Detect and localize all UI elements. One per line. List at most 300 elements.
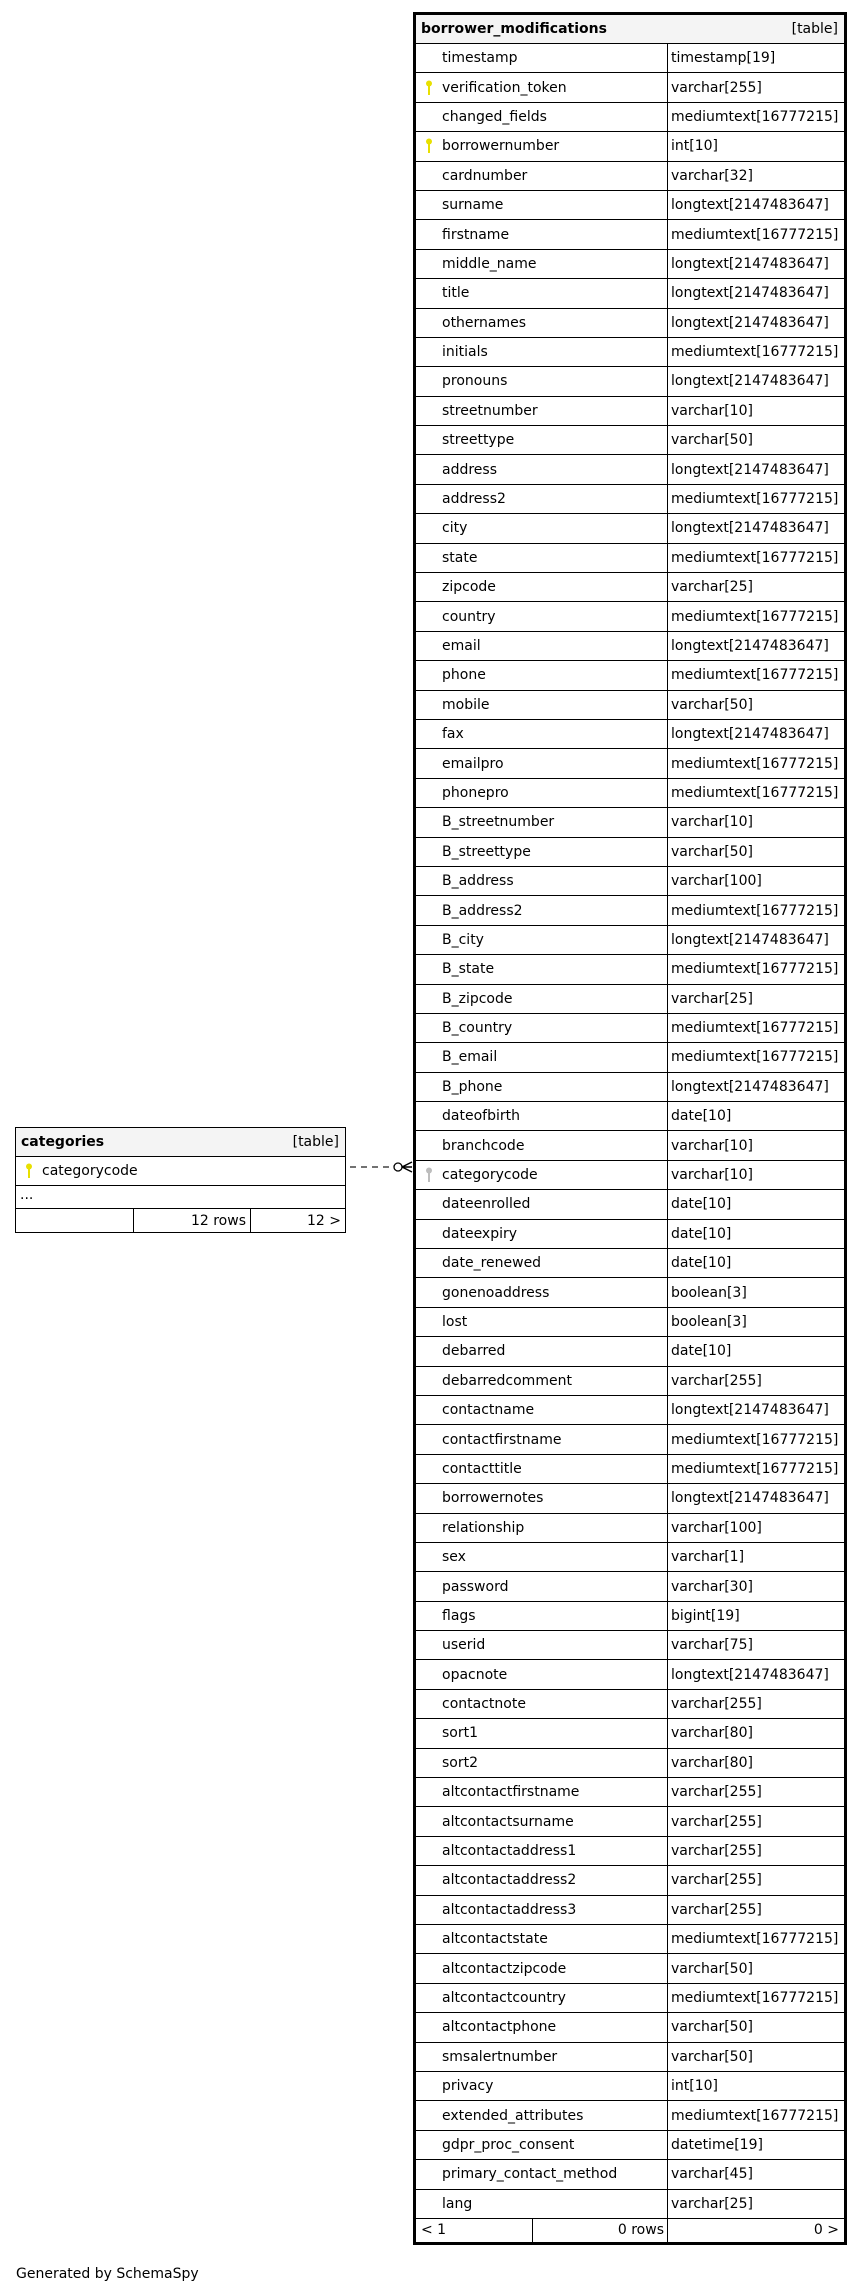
column-row [416,926,844,955]
column-type: longtext[2147483647] [671,638,829,654]
column-name: altcontactphone [442,2019,557,2036]
column-name-cell [416,73,668,101]
column-row [416,2160,844,2189]
column-row [416,103,844,132]
column-row [416,1396,844,1425]
column-name: streetnumber [442,402,538,419]
column-name: phonepro [442,784,509,801]
column-row [416,426,844,455]
column-name-cell [416,808,668,836]
column-name: mobile [442,696,490,713]
column-name: debarredcomment [442,1372,572,1389]
column-name: lost [442,1313,468,1330]
table-name[interactable]: borrower_modifications [421,21,607,37]
column-type: date[10] [671,1108,732,1125]
column-name: address [442,461,498,478]
column-name: sort2 [442,1754,479,1771]
column-name-cell [416,1484,668,1512]
column-name-cell [416,1778,668,1806]
column-type: date[10] [671,1196,732,1213]
column-name-cell [416,1425,668,1453]
column-type: varchar[10] [671,402,753,419]
column-type: varchar[255] [671,79,762,96]
column-type: mediumtext[16777215] [671,1431,839,1448]
column-name-cell [416,2013,668,2041]
column-name-cell [416,1367,668,1395]
column-name: phone [442,667,486,684]
column-type: varchar[25] [671,990,753,1007]
column-type: varchar[75] [671,1637,753,1654]
column-row [416,397,844,426]
table-footer [16,1209,345,1232]
column-name: B_phone [442,1078,503,1095]
column-type: varchar[50] [671,2019,753,2036]
column-name-cell [416,1896,668,1924]
column-name-cell [416,132,668,160]
children-count: 12 > [307,1212,341,1229]
column-row [416,1161,844,1190]
column-row [416,162,844,191]
column-row [416,2072,844,2101]
column-type: longtext[2147483647] [671,1402,829,1419]
column-name-cell [416,1131,668,1159]
column-name: extended_attributes [442,2107,584,2124]
column-row [416,808,844,837]
column-name: categorycode [442,1167,538,1184]
column-type: varchar[255] [671,1813,762,1830]
column-row [416,1954,844,1983]
column-row [416,2131,844,2160]
column-row [416,1778,844,1807]
column-name-cell [416,2131,668,2159]
column-type: longtext[2147483647] [671,1666,829,1683]
column-name: altcontactaddress2 [442,1872,577,1889]
column-name-cell [416,1249,668,1277]
column-row [416,1690,844,1719]
column-type: mediumtext[16777215] [671,1049,839,1066]
column-name: flags [442,1607,476,1624]
column-type: longtext[2147483647] [671,373,829,390]
column-name-cell [416,1572,668,1600]
column-name-cell [416,2190,668,2218]
column-row [416,1014,844,1043]
column-row [416,779,844,808]
column-name-cell [416,2043,668,2071]
column-name: contactnote [442,1696,526,1713]
column-name-cell [416,632,668,660]
column-name: dateexpiry [442,1225,518,1242]
column-row [416,1043,844,1072]
column-name-cell [416,485,668,513]
row-count: 0 rows [533,2219,668,2242]
column-row [416,2190,844,2219]
column-name-cell [416,1014,668,1042]
column-row [416,1131,844,1160]
table-header [16,1128,345,1157]
column-row [416,1190,844,1219]
column-row [416,896,844,925]
column-row [416,1249,844,1278]
column-row [416,1278,844,1307]
column-name: gdpr_proc_consent [442,2136,575,2153]
column-name-cell [416,426,668,454]
column-name: borrowernumber [442,138,560,155]
column-name: B_zipcode [442,990,513,1007]
column-name-cell [416,103,668,131]
column-name: gonenoaddress [442,1284,550,1301]
column-name: B_address [442,873,514,890]
column-row [416,749,844,778]
column-name-cell [416,720,668,748]
column-name: B_streettype [442,843,531,860]
table-header [416,15,844,44]
column-type: mediumtext[16777215] [671,1989,839,2006]
column-type: date[10] [671,1255,732,1272]
column-name: emailpro [442,755,504,772]
column-type: mediumtext[16777215] [671,784,839,801]
column-row [416,1543,844,1572]
column-row [416,514,844,543]
column-name: lang [442,2195,473,2212]
column-name-cell [416,397,668,425]
column-name-cell [416,220,668,248]
column-name: password [442,1578,509,1595]
column-type: varchar[255] [671,1901,762,1918]
column-name-cell [416,1719,668,1747]
column-row [416,1572,844,1601]
optional-circle-icon [394,1163,402,1171]
column-type: varchar[25] [671,2195,753,2212]
column-type: mediumtext[16777215] [671,226,839,243]
column-row [416,455,844,484]
column-name-cell [416,573,668,601]
table-kind: [table] [791,21,838,37]
column-name-cell [416,1925,668,1953]
column-name-cell [416,2101,668,2129]
column-row [416,573,844,602]
column-type: mediumtext[16777215] [671,1931,839,1948]
column-type: datetime[19] [671,2136,763,2153]
column-name-cell [416,985,668,1013]
column-name-cell [416,1543,668,1571]
primary-key-icon [16,1163,42,1179]
table-kind: [table] [292,1134,339,1150]
column-row [416,632,844,661]
column-name: sex [442,1549,466,1566]
column-row [416,485,844,514]
column-row [416,985,844,1014]
column-type: boolean[3] [671,1313,747,1330]
column-row [416,1602,844,1631]
column-row [416,1073,844,1102]
column-name-cell [416,1102,668,1130]
column-row [416,220,844,249]
column-row [416,1749,844,1778]
column-type: longtext[2147483647] [671,314,829,331]
column-row [416,1866,844,1895]
column-type: varchar[255] [671,1696,762,1713]
column-row [416,1455,844,1484]
column-name: smsalertnumber [442,2048,558,2065]
column-name-cell [416,926,668,954]
column-name: primary_contact_method [442,2166,618,2183]
column-name: branchcode [442,1137,525,1154]
column-name: timestamp [442,50,518,67]
column-type: varchar[30] [671,1578,753,1595]
column-type: varchar[50] [671,432,753,449]
column-row [416,1425,844,1454]
column-row [416,132,844,161]
column-name: dateenrolled [442,1196,531,1213]
column-name: altcontactstate [442,1931,548,1948]
children-count: 0 > [813,2222,839,2239]
column-name-cell [416,2160,668,2188]
column-type: varchar[50] [671,843,753,860]
column-name-cell [416,1807,668,1835]
column-name-cell [416,1660,668,1688]
primary-key-icon [416,138,442,154]
column-name-cell [416,1455,668,1483]
column-type: varchar[255] [671,1372,762,1389]
column-type: longtext[2147483647] [671,197,829,214]
categories-table[interactable] [15,1127,346,1233]
column-name-cell [416,1220,668,1248]
column-name-cell [416,367,668,395]
column-type: longtext[2147483647] [671,1490,829,1507]
column-row [416,1719,844,1748]
column-name: dateofbirth [442,1108,520,1125]
column-type: mediumtext[16777215] [671,667,839,684]
column-name: B_city [442,931,484,948]
column-type: varchar[50] [671,696,753,713]
column-row [416,1337,844,1366]
column-row [416,191,844,220]
column-type: int[10] [671,138,718,155]
column-type: longtext[2147483647] [671,255,829,272]
column-name-cell [416,1337,668,1365]
column-name: pronouns [442,373,508,390]
column-name: changed_fields [442,108,547,125]
column-name-cell [416,896,668,924]
column-row [416,2043,844,2072]
column-row [416,1514,844,1543]
column-row [416,544,844,573]
column-name-cell [416,544,668,572]
column-name: fax [442,726,464,743]
column-name: B_streetnumber [442,814,555,831]
column-type: mediumtext[16777215] [671,961,839,978]
column-name: title [442,285,470,302]
column-type: varchar[25] [671,579,753,596]
column-row [416,691,844,720]
column-name-cell [416,1954,668,1982]
column-row [416,1984,844,2013]
column-type: date[10] [671,1343,732,1360]
column-name: address2 [442,491,506,508]
column-row [416,250,844,279]
column-name: surname [442,197,504,214]
column-type: int[10] [671,2078,718,2095]
column-type: date[10] [671,1225,732,1242]
column-name: cardnumber [442,167,528,184]
column-name-cell [416,191,668,219]
column-name-cell [416,309,668,337]
primary-key-icon [416,80,442,96]
column-type: longtext[2147483647] [671,461,829,478]
column-row [416,1102,844,1131]
column-type: mediumtext[16777215] [671,902,839,919]
column-row [416,1308,844,1337]
column-row [416,2013,844,2042]
column-name: city [442,520,468,537]
column-name-cell [416,44,668,72]
column-name-cell [416,1278,668,1306]
column-type: mediumtext[16777215] [671,608,839,625]
column-row [416,1807,844,1836]
column-name: streettype [442,432,515,449]
column-name: opacnote [442,1666,508,1683]
column-type: varchar[10] [671,814,753,831]
column-row [416,720,844,749]
column-type: longtext[2147483647] [671,285,829,302]
column-name-cell [416,514,668,542]
column-type: varchar[10] [671,1137,753,1154]
foreign-key-icon [416,1167,442,1183]
parents-count: < 1 [416,2219,533,2242]
column-name: B_state [442,961,495,978]
column-type: varchar[100] [671,1519,762,1536]
column-type: mediumtext[16777215] [671,755,839,772]
column-type: longtext[2147483647] [671,1078,829,1095]
column-type: boolean[3] [671,1284,747,1301]
column-type: mediumtext[16777215] [671,1460,839,1477]
column-name-cell [416,1690,668,1718]
column-type: varchar[255] [671,1843,762,1860]
column-name-cell [416,1837,668,1865]
column-row [416,1631,844,1660]
column-name: B_email [442,1049,498,1066]
column-row [416,309,844,338]
column-row [416,1220,844,1249]
generated-by-label: Generated by SchemaSpy [16,2266,199,2282]
column-name-cell [416,1631,668,1659]
column-type: varchar[255] [671,1872,762,1889]
column-name-cell [416,1514,668,1542]
column-name: altcontactcountry [442,1989,566,2006]
column-name: initials [442,344,488,361]
column-type: mediumtext[16777215] [671,1020,839,1037]
column-name: privacy [442,2078,494,2095]
column-name-cell [416,602,668,630]
column-name: othernames [442,314,527,331]
column-row [416,1925,844,1954]
column-type: varchar[80] [671,1725,753,1742]
column-row [416,661,844,690]
column-type: varchar[50] [671,2048,753,2065]
column-row [416,867,844,896]
column-name-cell [416,1308,668,1336]
column-name: verification_token [442,79,567,96]
column-name-cell [416,955,668,983]
column-type: varchar[50] [671,1960,753,1977]
column-name-cell [416,2072,668,2100]
column-name: country [442,608,496,625]
column-name: state [442,549,478,566]
column-row [416,2101,844,2130]
column-name-cell [416,1073,668,1101]
column-name: relationship [442,1519,525,1536]
relationship-connector [346,1160,416,1174]
column-name-cell [416,279,668,307]
column-name: contactfirstname [442,1431,562,1448]
column-name: zipcode [442,579,496,596]
column-name: email [442,638,481,654]
column-name: middle_name [442,255,537,272]
column-type: varchar[45] [671,2166,753,2183]
column-type: mediumtext[16777215] [671,549,839,566]
column-name: contacttitle [442,1460,522,1477]
more-columns-ellipsis: ... [16,1186,345,1209]
column-name: altcontactaddress1 [442,1843,577,1860]
row-count: 12 rows [134,1209,251,1232]
column-name-cell [416,250,668,278]
column-type: longtext[2147483647] [671,726,829,743]
column-name: altcontactaddress3 [442,1901,577,1918]
table-footer [416,2219,844,2242]
column-name: userid [442,1637,486,1654]
column-row [416,73,844,102]
column-name-cell [416,1749,668,1777]
column-row [416,338,844,367]
borrower-modifications-table[interactable] [413,12,847,2245]
parents-count [16,1209,134,1232]
column-type: varchar[100] [671,873,762,890]
column-type: mediumtext[16777215] [671,344,839,361]
column-row [416,602,844,631]
column-type: longtext[2147483647] [671,520,829,537]
column-name-cell [416,779,668,807]
column-name-cell [416,1190,668,1218]
column-name-cell [416,749,668,777]
column-name-cell [416,838,668,866]
column-name: altcontactsurname [442,1813,574,1830]
column-name-cell [416,1396,668,1424]
column-name-cell [416,661,668,689]
column-name-cell [416,455,668,483]
column-name: date_renewed [442,1255,542,1272]
column-name: sort1 [442,1725,479,1742]
column-name-cell [416,691,668,719]
column-name-cell [416,1866,668,1894]
column-name: firstname [442,226,510,243]
column-name: contactname [442,1402,535,1419]
column-name-cell [416,867,668,895]
column-type: longtext[2147483647] [671,931,829,948]
column-row [16,1157,345,1186]
column-name: altcontactfirstname [442,1784,580,1801]
column-type: mediumtext[16777215] [671,108,839,125]
column-row [416,838,844,867]
column-row [416,367,844,396]
column-name-cell [416,1043,668,1071]
column-name-cell [416,338,668,366]
column-row [416,1484,844,1513]
column-name-cell [416,162,668,190]
column-type: varchar[80] [671,1754,753,1771]
table-name[interactable]: categories [21,1134,105,1150]
column-name: categorycode [42,1163,138,1179]
column-name: altcontactzipcode [442,1960,567,1977]
